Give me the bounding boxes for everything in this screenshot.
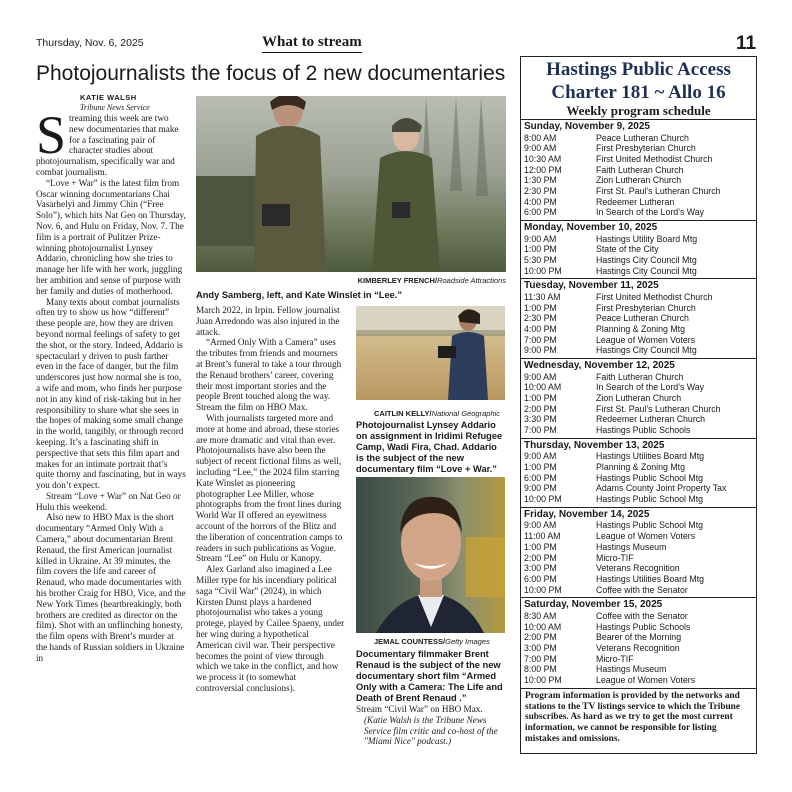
schedule-time: 1:30 PM <box>524 175 557 186</box>
schedule-time: 10:00 AM <box>524 621 562 632</box>
schedule-program: Peace Lutheran Church <box>596 313 689 324</box>
schedule-time: 3:00 PM <box>524 563 557 574</box>
schedule-time: 2:00 PM <box>524 403 557 414</box>
schedule-time: 5:30 PM <box>524 255 557 266</box>
schedule-day-name: Thursday, November 13, 2025 <box>524 439 665 451</box>
schedule-time: 6:00 PM <box>524 207 557 218</box>
schedule-row <box>524 292 753 303</box>
schedule-program: Redeemer Lutheran Church <box>596 414 706 425</box>
article-paragraph: Stream “Civil War” on HBO Max. <box>356 704 483 714</box>
schedule-program: First St. Paul’s Lutheran Church <box>596 403 721 414</box>
schedule-program: Micro-TIF <box>596 552 634 563</box>
schedule-program: Hastings City Council Mtg <box>596 345 697 356</box>
schedule-program: League of Women Voters <box>596 334 696 345</box>
photo-credit: KIMBERLEY FRENCH/Roadside Attractions <box>357 276 506 285</box>
schedule-row <box>524 154 753 165</box>
schedule-row <box>524 303 753 314</box>
schedule-time: 2:00 PM <box>524 632 557 643</box>
schedule-row <box>524 574 753 585</box>
schedule-day-name: Monday, November 10, 2025 <box>524 222 658 234</box>
photo-credit: CAITLIN KELLY/National Geographic <box>374 409 501 418</box>
schedule-row <box>524 494 753 505</box>
schedule-time: 9:00 AM <box>524 233 557 244</box>
schedule-program: Hastings Public School Mtg <box>596 520 704 531</box>
schedule-row <box>524 197 753 208</box>
schedule-time: 8:00 PM <box>524 664 557 675</box>
photo-lee-illustration <box>196 96 506 272</box>
schedule-time: 7:00 PM <box>524 425 557 436</box>
schedule-day-name: Saturday, November 15, 2025 <box>524 599 663 611</box>
schedule-program: Redeemer Lutheran <box>596 196 675 207</box>
schedule-row <box>524 622 753 633</box>
schedule-row <box>524 542 753 553</box>
schedule-day <box>521 119 756 220</box>
byline-author: KATIE WALSH <box>80 93 137 102</box>
schedule-title-line-1: Hastings Public Access <box>546 59 731 80</box>
byline-organization: Tribune News Service <box>80 103 150 112</box>
schedule-time: 1:00 PM <box>524 244 557 255</box>
photo-caption: Andy Samberg, left, and Kate Winslet in “Lee.” <box>196 290 403 300</box>
schedule-day <box>521 278 756 358</box>
schedule-row <box>524 473 753 484</box>
schedule-program: In Search of the Lord’s Way <box>596 207 705 218</box>
schedule-time: 10:00 PM <box>524 584 562 595</box>
schedule-time: 2:30 PM <box>524 313 557 324</box>
schedule-row <box>524 372 753 383</box>
schedule-row <box>524 585 753 596</box>
schedule-row <box>524 266 753 277</box>
schedule-time: 10:00 PM <box>524 675 562 686</box>
schedule-day-name: Friday, November 14, 2025 <box>524 508 650 520</box>
schedule-row <box>524 462 753 473</box>
schedule-program: Hastings Utilities Board Mtg <box>596 451 705 462</box>
schedule-days <box>521 119 756 688</box>
article-paragraph: Streaming this week are two new documentaries that make for a fascinating pair of character studies about photojournalism, specifically war and combat journalism. <box>36 113 179 177</box>
article-paragraph: Many texts about combat journalists often try to show us how “different” these people are, how they are driven beyond normal feelings of safety to get the shot, or the story. Indeed, Addario is spectacularl y driven to push farther even in the face of danger, but the film underscores just how normal she is too, a wife and mom, who finds her purpose not in any kind of risk-taking but in her responsibility to share what she sees in the hopes of making some small change in the world, tangibly, or through record keeping. It’s a fascinating shift in perspective that sets this film apart and makes for an intimate portrait that’s quite thorny and fascinating, but in ways you don’t expect. <box>36 296 186 491</box>
schedule-program: First United Methodist Church <box>596 291 713 302</box>
schedule-title-line-2: Charter 181 ~ Allo 16 <box>551 82 726 103</box>
article-paragraph: With journalists targeted more and more at home and abroad, these stories are more dramatic and vital than ever. Photojournalists have also been the subject of recent fictional films as well, including “Lee,” the 2024 film starring Kate Winslet as pioneering photographer Lee Miller, whose photographs from the front lines during World War II offered an eyewitness account of the horrors of the Blitz and the liberation of concentration camps to readers in such publications as Vogue. Stream “Lee” on Hulu or Kanopy. <box>196 412 343 564</box>
schedule-time: 10:00 PM <box>524 265 562 276</box>
schedule-program: Faith Lutheran Church <box>596 164 684 175</box>
schedule-time: 11:30 AM <box>524 291 561 302</box>
schedule-row <box>524 335 753 346</box>
schedule-program: Faith Lutheran Church <box>596 371 684 382</box>
photo-lee-film-still <box>196 96 506 272</box>
article-headline: Photojournalists the focus of 2 new documentaries <box>36 62 506 85</box>
schedule-program: Hastings Museum <box>596 664 667 675</box>
schedule-time: 1:00 PM <box>524 393 557 404</box>
schedule-program: Hastings Public Schools <box>596 621 691 632</box>
schedule-time: 9:00 AM <box>524 520 557 531</box>
schedule-time: 8:00 AM <box>524 132 557 143</box>
schedule-row <box>524 133 753 144</box>
schedule-time: 1:00 PM <box>524 302 557 313</box>
schedule-row <box>524 207 753 218</box>
schedule-program: Hastings Utility Board Mtg <box>596 233 698 244</box>
photo-caption: Photojournalist Lynsey Addario on assignment in Iridimi Refugee Camp, Wadi Fira, Chad. Addario is the subject of the new documentary film “Love + War.” <box>356 420 503 474</box>
schedule-row <box>524 345 753 356</box>
schedule-program: Hastings Public School Mtg <box>596 472 704 483</box>
article-column-3-tail <box>356 704 506 747</box>
schedule-time: 12:00 PM <box>524 164 562 175</box>
schedule-program: Peace Lutheran Church <box>596 132 689 143</box>
schedule-time: 1:00 PM <box>524 541 557 552</box>
schedule-time: 9:00 AM <box>524 371 557 382</box>
photo-addario-illustration <box>356 306 505 400</box>
schedule-row <box>524 324 753 335</box>
schedule-time: 6:00 PM <box>524 573 557 584</box>
article-paragraph: Also new to HBO Max is the short documentary “Armed Only With a Camera,” about documentarian Brent Renaud, the first American journalist killed in Ukraine. At 39 minutes, the film covers the life and career of Renaud, who made documentaries with his brother Craig for HBO, Vice, and the New York Times (heartbreakingly, both brothers are credited as director on the film). Shot with an unflinching honesty, the film opens with Brent’s murder at the hands of Russian soldiers in Ukraine in <box>36 512 186 663</box>
schedule-program: Hastings Utilities Board Mtg <box>596 573 705 584</box>
schedule-day <box>521 438 756 507</box>
article-paragraph: “Armed Only With a Camera” uses the tributes from friends and mourners at Brent’s funeral to take a tour through the Renaud brothers’ career, covering their most important stories and the people Brent touched along the way. Stream the film on HBO Max. <box>196 337 342 413</box>
issue-date: Thursday, Nov. 6, 2025 <box>36 37 144 49</box>
schedule-row <box>524 632 753 643</box>
schedule-day-name: Wednesday, November 12, 2025 <box>524 360 675 372</box>
schedule-row <box>524 483 753 494</box>
schedule-day <box>521 358 756 438</box>
article-column-2 <box>196 305 346 747</box>
schedule-time: 8:30 AM <box>524 610 557 621</box>
schedule-row <box>524 165 753 176</box>
schedule-row <box>524 553 753 564</box>
schedule-time: 10:30 AM <box>524 153 562 164</box>
schedule-row <box>524 175 753 186</box>
schedule-row <box>524 313 753 324</box>
schedule-row <box>524 451 753 462</box>
photo-renaud-illustration <box>356 477 505 633</box>
schedule-time: 10:00 PM <box>524 494 562 505</box>
schedule-program: Hastings Museum <box>596 541 667 552</box>
author-note: (Katie Walsh is the Tribune News Service film critic and co-host of the "Miami Nice" podcast.) <box>364 714 498 747</box>
schedule-program: Hastings Public Schools <box>596 425 691 436</box>
public-access-schedule <box>520 56 757 754</box>
schedule-time: 2:00 PM <box>524 552 557 563</box>
schedule-time: 9:00 AM <box>524 451 557 462</box>
schedule-program: League of Women Voters <box>596 675 696 686</box>
schedule-row <box>524 186 753 197</box>
schedule-program: League of Women Voters <box>596 531 696 542</box>
section-title: What to stream <box>262 34 362 53</box>
schedule-time: 9:00 PM <box>524 345 557 356</box>
schedule-disclaimer: Program information is provided by the networks and stations to the TV listings service to which the Tribune subscribes. As hard as we try to get the most current information, we cannot be responsible for listing mistakes and omissions. <box>521 688 756 747</box>
schedule-program: Veterans Recognition <box>596 563 680 574</box>
schedule-program: Zion Lutheran Church <box>596 175 682 186</box>
schedule-program: Hastings City Council Mtg <box>596 265 697 276</box>
article-paragraph: “Love + War” is the latest film from Oscar winning documentarians Chai Vasarhelyi and Jimmy Chin (“Free Solo”), which hits Nat Geo on Thursday, Nov. 6, and Hulu on Friday, Nov. 7. The film is a portrait of Pulitzer Prize-winning photojournalist Lynsey Addario, chronicling how she tries to manage her life with her work, juggling her ambition and sense of purpose with her family and duties of motherhood. <box>36 177 186 296</box>
schedule-subtitle: Weekly program schedule <box>566 103 711 118</box>
schedule-row <box>524 531 753 542</box>
photo-renaud <box>356 477 505 633</box>
schedule-row <box>524 563 753 574</box>
schedule-program: Hastings City Council Mtg <box>596 255 697 266</box>
schedule-row <box>524 404 753 415</box>
schedule-row <box>524 382 753 393</box>
schedule-row <box>524 414 753 425</box>
schedule-day-name: Tuesday, November 11, 2025 <box>524 280 659 292</box>
schedule-program: First United Methodist Church <box>596 153 713 164</box>
schedule-day <box>521 507 756 597</box>
dropcap: S <box>36 113 67 165</box>
schedule-time: 2:30 PM <box>524 186 557 197</box>
schedule-day-name: Sunday, November 9, 2025 <box>524 121 650 132</box>
schedule-row <box>524 143 753 154</box>
schedule-day <box>521 597 756 687</box>
schedule-program: Planning & Zoning Mtg <box>596 462 685 473</box>
schedule-program: First Presbyterian Church <box>596 143 696 154</box>
schedule-time: 6:00 PM <box>524 472 557 483</box>
schedule-program: First Presbyterian Church <box>596 302 696 313</box>
schedule-time: 7:00 PM <box>524 334 557 345</box>
schedule-time: 3:00 PM <box>524 642 557 653</box>
schedule-row <box>524 255 753 266</box>
schedule-program: Micro-TIF <box>596 653 634 664</box>
schedule-row <box>524 520 753 531</box>
schedule-time: 3:30 PM <box>524 414 557 425</box>
schedule-row <box>524 643 753 654</box>
schedule-row <box>524 654 753 665</box>
photo-addario <box>356 306 505 400</box>
schedule-program: Coffee with the Senator <box>596 610 688 621</box>
schedule-row <box>524 393 753 404</box>
schedule-program: State of the City <box>596 244 659 255</box>
schedule-row <box>524 611 753 622</box>
article-paragraph: Alex Garland also imagined a Lee Miller type for his incendiary political saga “Civil War” (2024), in which Kirsten Dunst plays a hardened photojournalist who takes a young protege, played by Cailee Spaeny, under her wing during a hypothetical American civil war. Their perspective becomes the point of view through which we take in the conflict, and how we process it (to somewhat controversial conclusions). <box>196 564 345 693</box>
schedule-time: 4:00 PM <box>524 324 557 335</box>
schedule-time: 9:00 AM <box>524 143 557 154</box>
schedule-program: Adams County Joint Property Tax <box>596 483 727 494</box>
schedule-program: Bearer of the Morning <box>596 632 682 643</box>
article-column-1 <box>36 113 186 747</box>
schedule-time: 9:00 PM <box>524 483 557 494</box>
schedule-program: First St. Paul’s Lutheran Church <box>596 186 721 197</box>
article-paragraph: March 2022, in Irpin. Fellow journalist Juan Arredondo was also injured in the attack. <box>196 305 340 337</box>
schedule-row <box>524 234 753 245</box>
schedule-time: 4:00 PM <box>524 196 557 207</box>
schedule-row <box>524 425 753 436</box>
schedule-program: Veterans Recognition <box>596 642 680 653</box>
schedule-program: Planning & Zoning Mtg <box>596 324 685 335</box>
photo-credit: JEMAL COUNTESS/Getty Images <box>374 637 490 646</box>
schedule-row <box>524 675 753 686</box>
article-paragraph: Stream “Love + War” on Nat Geo or Hulu this weekend. <box>36 490 181 512</box>
photo-caption: Documentary filmmaker Brent Renaud is the subject of the new documentary short film “Armed Only with a Camera: The Life and Death of Brent Renaud .” <box>356 649 503 703</box>
schedule-program: Coffee with the Senator <box>596 584 688 595</box>
schedule-time: 11:00 AM <box>524 531 561 542</box>
schedule-program: In Search of the Lord’s Way <box>596 382 705 393</box>
schedule-program: Hastings Public School Mtg <box>596 494 704 505</box>
schedule-program: Zion Lutheran Church <box>596 393 682 404</box>
schedule-row <box>524 244 753 255</box>
schedule-day <box>521 220 756 278</box>
schedule-time: 10:00 AM <box>524 382 562 393</box>
schedule-time: 1:00 PM <box>524 462 557 473</box>
page-number: 11 <box>736 33 757 54</box>
schedule-row <box>524 664 753 675</box>
schedule-time: 7:00 PM <box>524 653 557 664</box>
